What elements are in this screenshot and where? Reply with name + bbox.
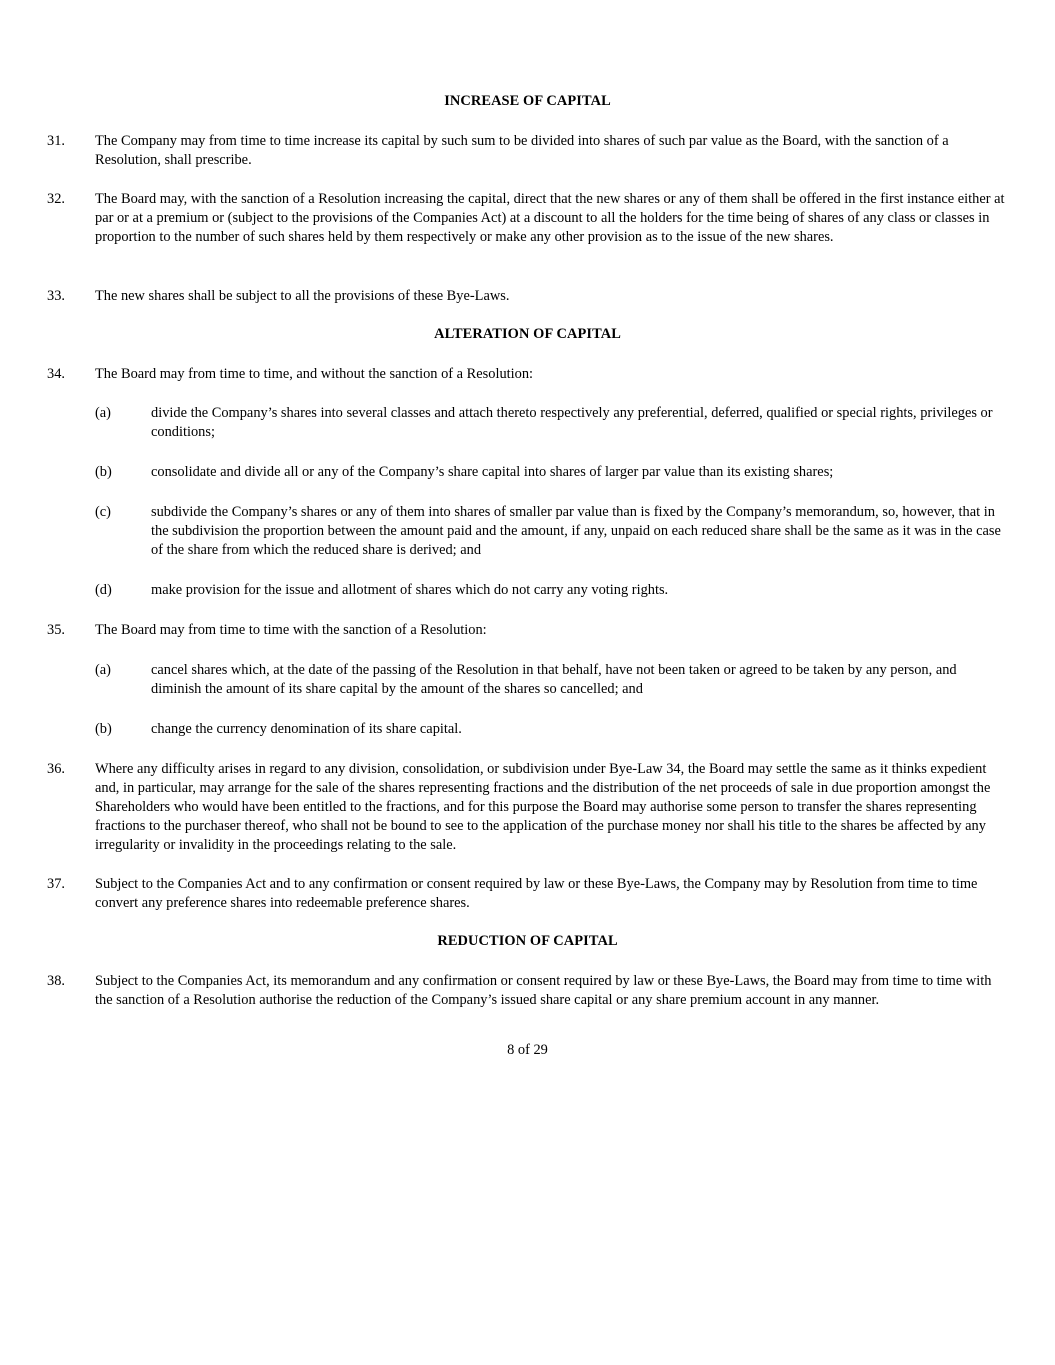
- clause-33: [47, 287, 1007, 306]
- subclause-label: (a): [95, 662, 111, 678]
- clause-36: [47, 760, 1007, 855]
- clause-number: 35.: [47, 622, 65, 638]
- clause-number: 37.: [47, 876, 65, 892]
- clause-text: The new shares shall be subject to all the provisions of these Bye-Laws.: [95, 288, 510, 304]
- clause-text: The Company may from time to time increase its capital by such sum to be divided into shares of such par value as the Board, with the sanction of a Resolution, shall prescribe.: [95, 133, 949, 168]
- subclause-label: (b): [95, 721, 112, 737]
- clause-34-c: [95, 503, 1007, 560]
- subclause-label: (d): [95, 582, 112, 598]
- clause-34-b: [95, 463, 1007, 482]
- clause-number: 33.: [47, 288, 65, 304]
- clause-35: [47, 621, 1007, 640]
- clause-text: The Board may from time to time, and without the sanction of a Resolution:: [95, 366, 534, 382]
- clause-text: Subject to the Companies Act and to any confirmation or consent required by law or these Bye-Laws, the Company may by Resolution from time to time convert any preference shares into redeemable preference shares.: [95, 876, 978, 911]
- subclause-label: (b): [95, 464, 112, 480]
- clause-34: [47, 365, 1007, 384]
- clause-number: 34.: [47, 366, 65, 382]
- subclause-text: change the currency denomination of its share capital.: [151, 721, 462, 737]
- page-number: 8 of 29: [507, 1042, 548, 1058]
- clause-text: The Board may, with the sanction of a Resolution increasing the capital, direct that the new shares or any of them shall be offered in the first instance either at par or at a premium or (subject to the provisions of the Companies Act) at a discount to all the holders for the time being of shares of any class or classes in proportion to the number of such shares held by them respectively or make any other provision as to the issue of the new shares.: [95, 191, 1005, 245]
- clause-text: The Board may from time to time with the sanction of a Resolution:: [95, 622, 487, 638]
- subclause-text: cancel shares which, at the date of the passing of the Resolution in that behalf, have not been taken or agreed to be taken by any person, and diminish the amount of its share capital by the amount of the shares so cancelled; and: [151, 662, 957, 697]
- clause-number: 31.: [47, 133, 65, 149]
- clause-text: Where any difficulty arises in regard to any division, consolidation, or subdivision under Bye-Law 34, the Board may settle the same as it thinks expedient and, in particular, may arrange for the sale of the shares representing fractions and the distribution of the net proceeds of sale in due proportion amongst the Shareholders who would have been entitled to the fractions, and for this purpose the Board may authorise some person to transfer the shares representing fractions to the purchaser thereof, who shall not be bound to see to the application of the purchase money nor shall his title to the shares be affected by any irregularity or invalidity in the proceedings relating to the sale.: [95, 761, 991, 853]
- heading-increase-of-capital: INCREASE OF CAPITAL: [444, 93, 611, 109]
- subclause-label: (a): [95, 405, 111, 421]
- heading-alteration-of-capital: ALTERATION OF CAPITAL: [434, 326, 621, 342]
- subclause-text: make provision for the issue and allotment of shares which do not carry any voting rights.: [151, 582, 669, 598]
- clause-34-d: [95, 581, 1007, 600]
- clause-number: 32.: [47, 191, 65, 207]
- clause-34-a: [95, 404, 1007, 442]
- clause-35-b: [95, 720, 1007, 739]
- subclause-text: subdivide the Company’s shares or any of them into shares of smaller par value than is fixed by the Company’s memorandum, so, however, that in the subdivision the proportion between the amount paid and the amount, if any, unpaid on each reduced share shall be the same as it was in the case of the share from which the reduced share is derived; and: [151, 504, 1001, 558]
- clause-35-a: [95, 661, 1007, 699]
- clause-32: [47, 190, 1007, 247]
- clause-number: 36.: [47, 761, 65, 777]
- clause-number: 38.: [47, 973, 65, 989]
- clause-38: [47, 972, 1007, 1010]
- subclause-text: divide the Company’s shares into several classes and attach thereto respectively any preferential, deferred, qualified or special rights, privileges or conditions;: [151, 405, 993, 440]
- subclause-text: consolidate and divide all or any of the Company’s share capital into shares of larger par value than its existing shares;: [151, 464, 834, 480]
- clause-37: [47, 875, 1007, 913]
- subclause-label: (c): [95, 504, 111, 520]
- clause-31: [47, 132, 1007, 170]
- clause-text: Subject to the Companies Act, its memorandum and any confirmation or consent required by law or these Bye-Laws, the Board may from time to time with the sanction of a Resolution authorise the reduction of the Company’s issued share capital or any share premium account in any manner.: [95, 973, 992, 1008]
- heading-reduction-of-capital: REDUCTION OF CAPITAL: [437, 933, 618, 949]
